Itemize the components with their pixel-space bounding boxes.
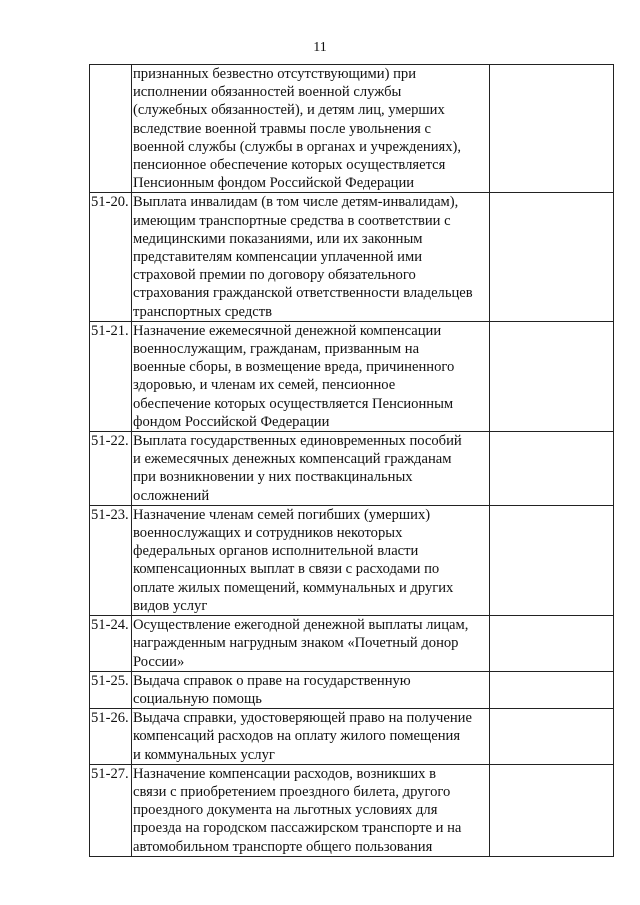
description-line: Пенсионным фондом Российской Федерации (133, 175, 415, 192)
description-line: военнослужащим, гражданам, призванным на (133, 341, 420, 358)
item-number: 51-24. (90, 616, 132, 672)
description-line: Выплата инвалидам (в том числе детям-инвалидам), (133, 194, 459, 211)
description-line: Выплата государственных единовременных пособий (133, 433, 462, 450)
description-line: обеспечение которых осуществляется Пенсионным (133, 395, 454, 412)
table-row (90, 321, 614, 431)
description-line: страхования гражданской ответственности владельцев (133, 285, 473, 302)
description-line: Выдача справки, удостоверяющей право на получение (133, 710, 472, 727)
description-line: медицинскими показаниями, или их законным (133, 230, 423, 247)
item-description (132, 193, 490, 321)
item-number (90, 65, 132, 193)
description-line: оплате жилых помещений, коммунальных и других (133, 579, 454, 596)
description-line: военные сборы, в возмещение вреда, причиненного (133, 359, 455, 376)
description-line: страховой премии по договору обязательного (133, 267, 416, 284)
item-description (132, 709, 490, 765)
description-line: исполнении обязанностей военной службы (133, 84, 402, 101)
description-line: военнослужащих и сотрудников некоторых (133, 525, 403, 542)
services-table (89, 64, 614, 857)
table-row (90, 505, 614, 615)
description-line: пенсионное обеспечение которых осуществляется (133, 157, 446, 174)
description-line: транспортных средств (133, 303, 272, 320)
description-line: Назначение компенсации расходов, возникших в (133, 765, 436, 782)
item-description (132, 432, 490, 506)
description-line: (служебных обязанностей), и детям лиц, умерших (133, 102, 445, 119)
description-line: представителям компенсации уплаченной ими (133, 249, 423, 266)
description-line: Осуществление ежегодной денежной выплаты лицам, (133, 617, 469, 634)
description-line: компенсаций расходов на оплату жилого помещения (133, 728, 461, 745)
description-line: России» (133, 653, 185, 670)
item-number: 51-26. (90, 709, 132, 765)
empty-cell (490, 764, 614, 856)
description-line: компенсационных выплат в связи с расходами по (133, 561, 440, 578)
description-line: проездного документа на льготных условиях для (133, 802, 438, 819)
empty-cell (490, 193, 614, 321)
description-line: Назначение ежемесячной денежной компенсации (133, 322, 442, 339)
item-number: 51-20. (90, 193, 132, 321)
empty-cell (490, 671, 614, 708)
item-description (132, 505, 490, 615)
empty-cell (490, 65, 614, 193)
description-line: здоровью, и членам их семей, пенсионное (133, 377, 396, 394)
description-line: при возникновении у них поствакцинальных (133, 469, 413, 486)
page-number: 11 (313, 40, 327, 55)
item-description (132, 616, 490, 672)
description-line: и коммунальных услуг (133, 746, 275, 763)
description-line: фондом Российской Федерации (133, 413, 330, 430)
item-number: 51-23. (90, 505, 132, 615)
item-description (132, 321, 490, 431)
description-line: Выдача справок о праве на государственную (133, 672, 411, 689)
item-description (132, 65, 490, 193)
description-line: автомобильном транспорте общего пользования (133, 838, 433, 855)
description-line: социальную помощь (133, 690, 262, 707)
description-line: Назначение членам семей погибших (умерших) (133, 506, 431, 523)
empty-cell (490, 709, 614, 765)
description-line: военной службы (службы в органах и учреждениях), (133, 138, 462, 155)
description-line: вследствие военной травмы после увольнения с (133, 120, 431, 137)
table-row (90, 671, 614, 708)
description-line: награжденным нагрудным знаком «Почетный донор (133, 635, 459, 652)
description-line: осложнений (133, 487, 210, 504)
empty-cell (490, 321, 614, 431)
item-number: 51-21. (90, 321, 132, 431)
item-number: 51-25. (90, 671, 132, 708)
empty-cell (490, 616, 614, 672)
description-line: проезда на городском пассажирском транспорте и на (133, 820, 462, 837)
table-row (90, 709, 614, 765)
item-number: 51-27. (90, 764, 132, 856)
description-line: имеющим транспортные средства в соответствии с (133, 212, 451, 229)
table-body (90, 65, 614, 857)
table-row (90, 616, 614, 672)
empty-cell (490, 505, 614, 615)
empty-cell (490, 432, 614, 506)
description-line: видов услуг (133, 597, 208, 614)
table-row (90, 432, 614, 506)
item-description (132, 764, 490, 856)
description-line: связи с приобретением проездного билета, другого (133, 783, 451, 800)
table-row (90, 193, 614, 321)
description-line: федеральных органов исполнительной власти (133, 543, 419, 560)
description-line: и ежемесячных денежных компенсаций гражданам (133, 451, 452, 468)
item-description (132, 671, 490, 708)
table-row (90, 764, 614, 856)
description-line: признанных безвестно отсутствующими) при (133, 66, 417, 82)
table-row (90, 65, 614, 193)
item-number: 51-22. (90, 432, 132, 506)
